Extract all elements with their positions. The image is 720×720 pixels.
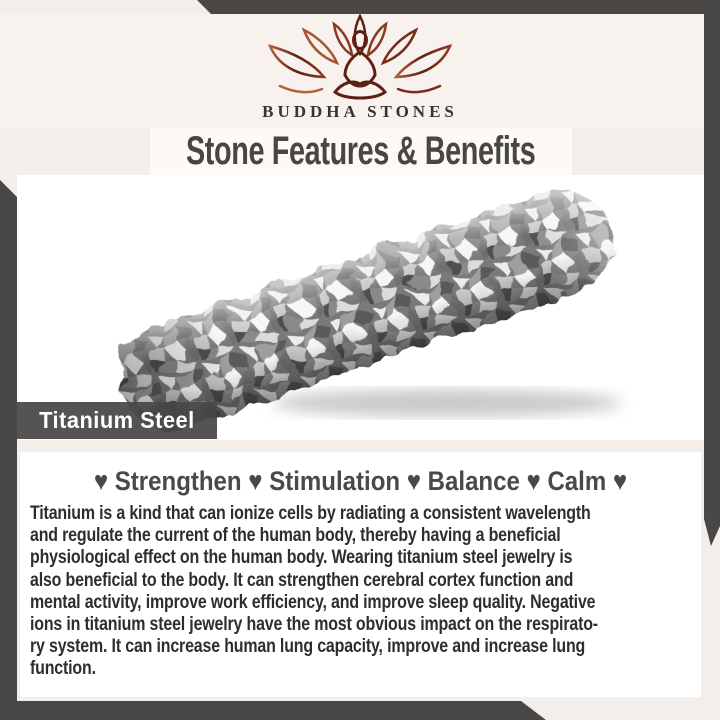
bottom-ribbon [0, 701, 546, 720]
photo-section [17, 175, 704, 440]
body-line: mental activity, improve work efficiency, and improve sleep quality. Negative [30, 591, 596, 613]
body-line: physiological effect on the human body. Wearing titanium steel jewelry is [30, 547, 573, 569]
benefits-heading: ♥ Strengthen ♥ Stimulation ♥ Balance ♥ Calm ♥ [93, 466, 628, 496]
product-label-text: Titanium Steel [39, 407, 195, 433]
title-band [150, 128, 572, 175]
titanium-bar-image [17, 175, 704, 440]
product-label [17, 402, 217, 439]
body-line: ions in titanium steel jewelry have the most obvious impact on the respirato- [30, 614, 598, 636]
body-line: ry system. It can increase human lung capacity, improve and increase lung [30, 636, 586, 658]
brand-name: BUDDHA STONES [262, 102, 458, 121]
body-line: also beneficial to the body. It can strengthen cerebral cortex function and [30, 569, 574, 591]
right-ribbon [704, 0, 720, 546]
product-shadow [272, 389, 622, 417]
benefits-section [20, 452, 701, 697]
body-line: and regulate the current of the human body, thereby having a beneficial [30, 525, 561, 547]
lotus-logo-icon [250, 12, 470, 100]
body-line: Titanium is a kind that can ionize cells by radiating a consistent wavelength [30, 503, 591, 524]
page-title: Stone Features & Benefits [186, 129, 536, 173]
left-ribbon [0, 180, 17, 720]
benefits-paragraph [30, 503, 701, 681]
body-line: function. [30, 658, 96, 680]
